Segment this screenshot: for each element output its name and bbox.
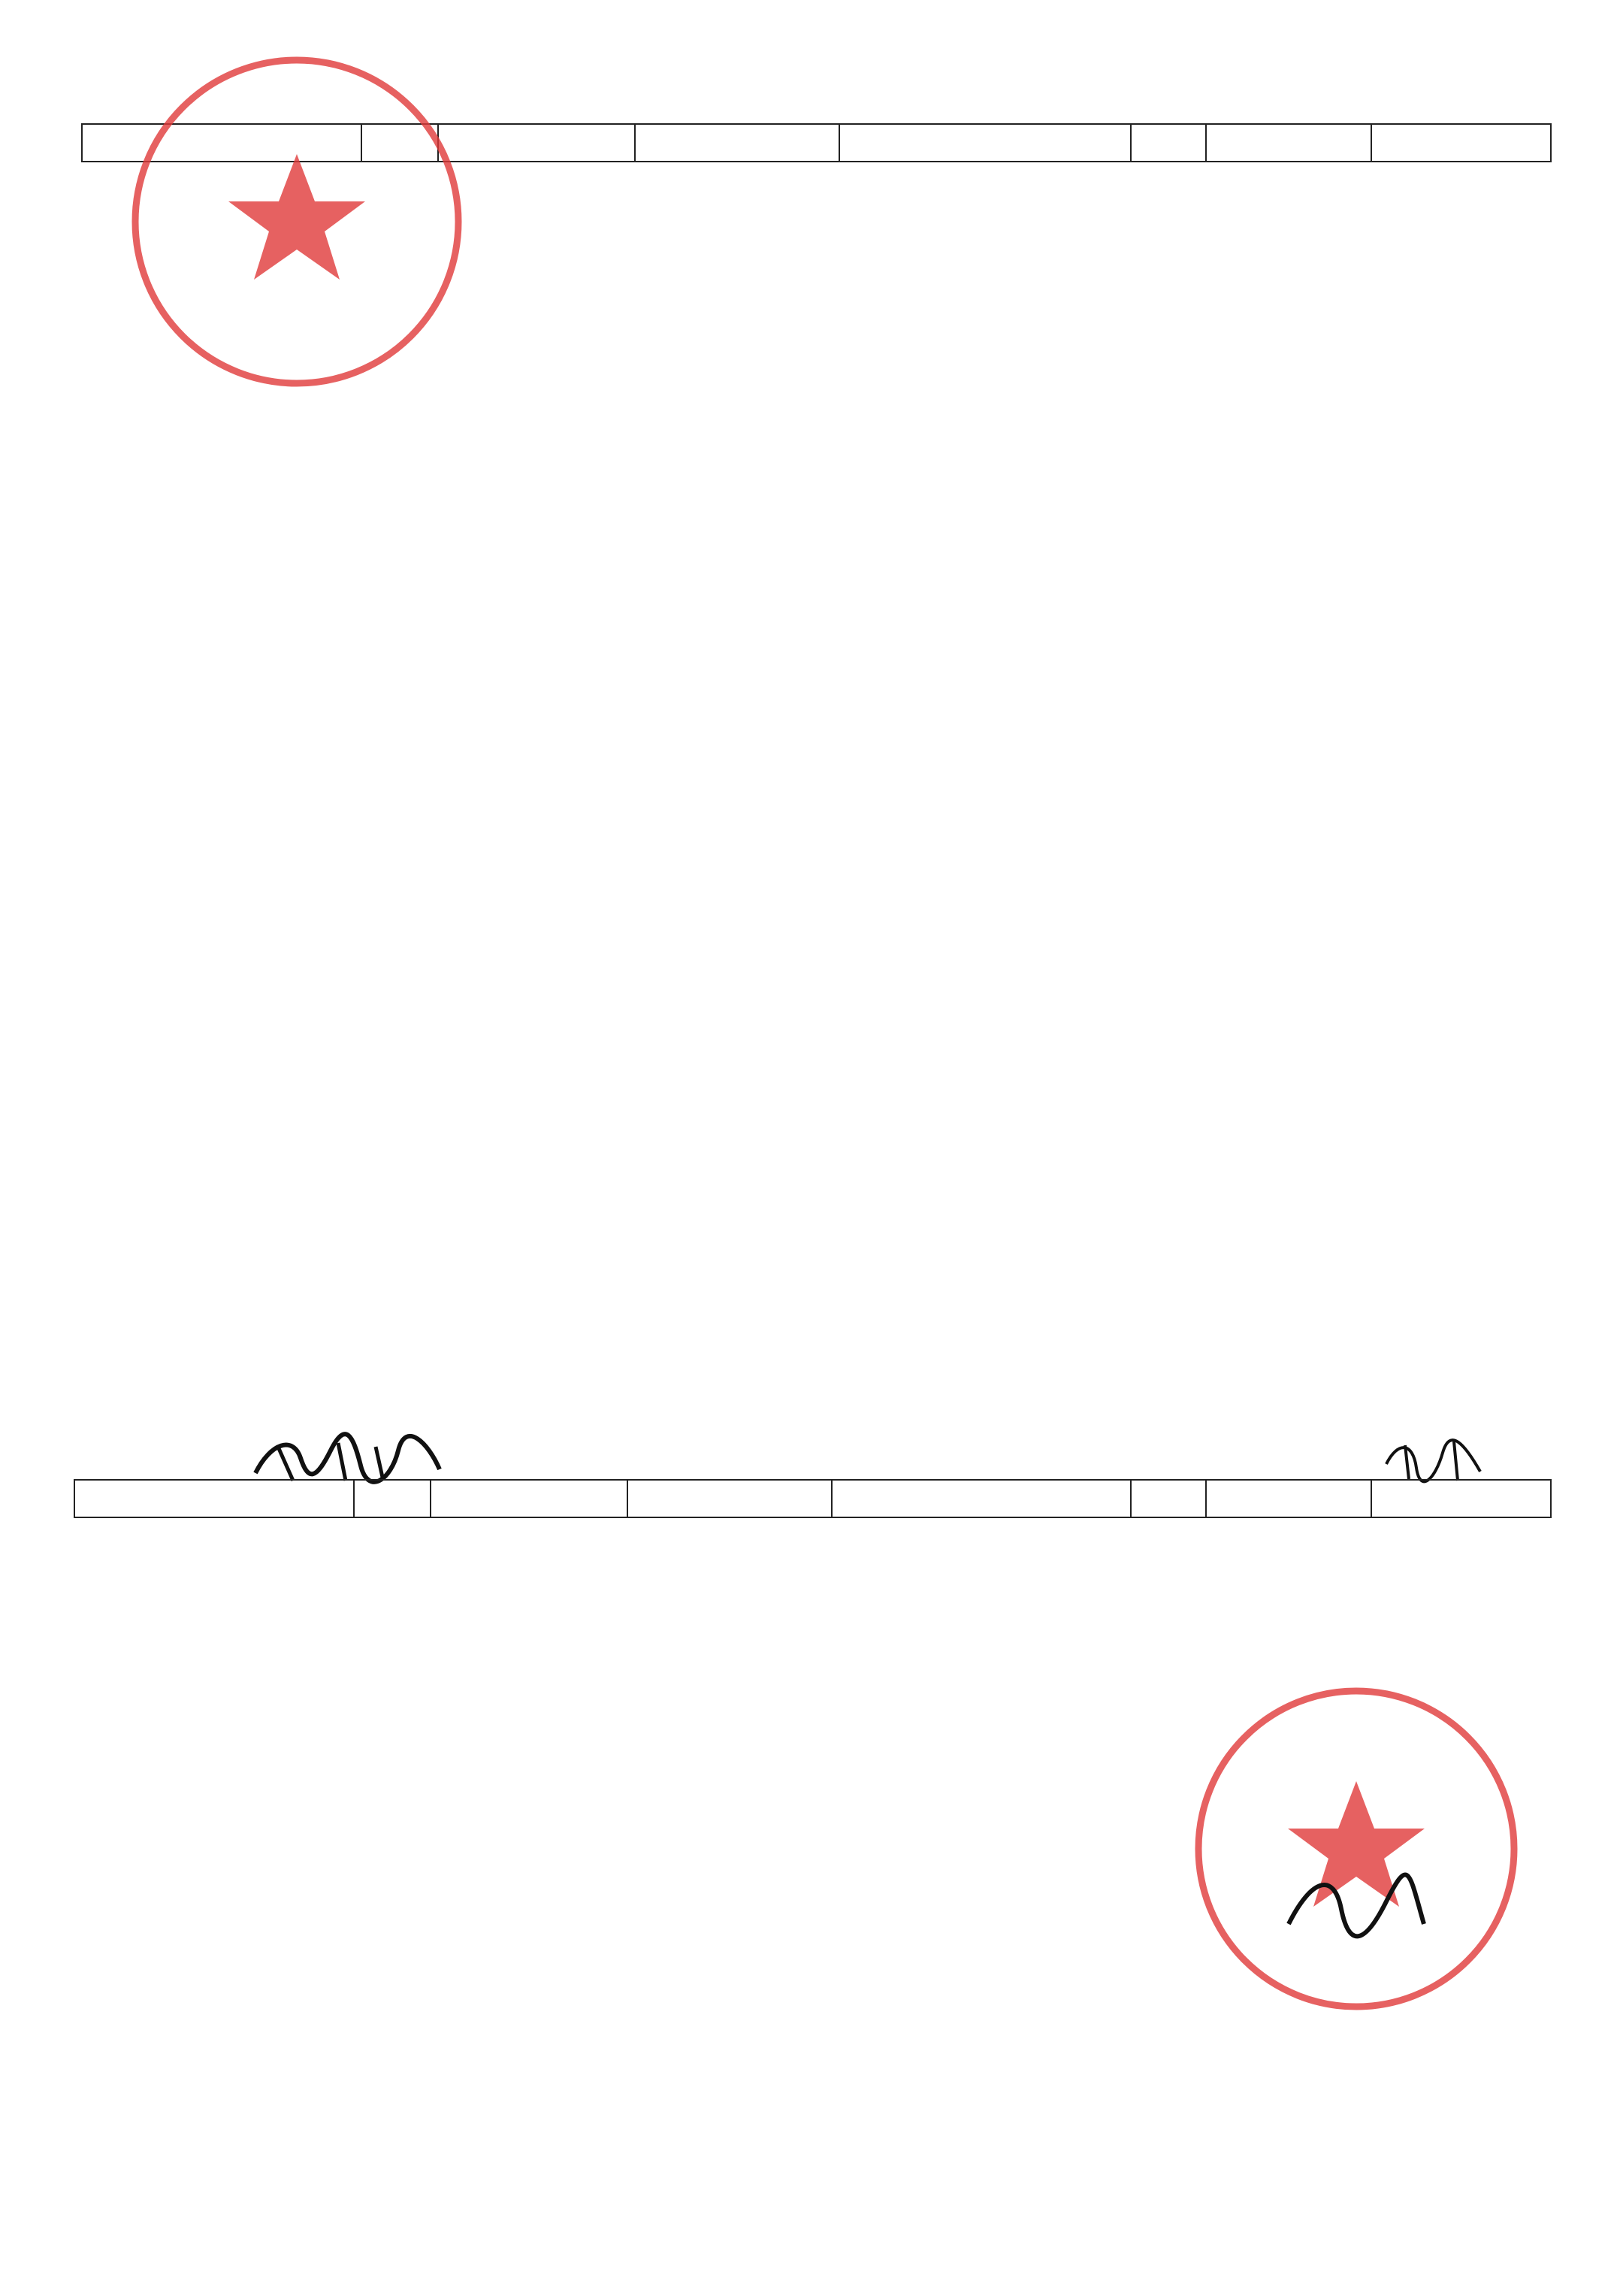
col-header-cumulative — [635, 124, 839, 162]
col-header-seq — [1131, 1480, 1206, 1517]
col-header-current — [1206, 124, 1371, 162]
official-seal-top — [120, 45, 473, 398]
col-header-cumulative — [1371, 124, 1551, 162]
col-header-current — [431, 1480, 627, 1517]
official-seal-bottom — [1183, 1676, 1529, 2022]
col-header-item — [832, 1480, 1131, 1517]
col-header-item — [839, 124, 1131, 162]
col-header-seq — [1131, 124, 1206, 162]
col-header-current — [1206, 1480, 1371, 1517]
col-header-seq — [354, 1480, 431, 1517]
col-header-cumulative — [1371, 1480, 1551, 1517]
income-table-2 — [74, 1479, 1552, 1518]
table-header-row — [74, 1480, 1551, 1517]
col-header-item — [74, 1480, 354, 1517]
col-header-cumulative — [627, 1480, 832, 1517]
